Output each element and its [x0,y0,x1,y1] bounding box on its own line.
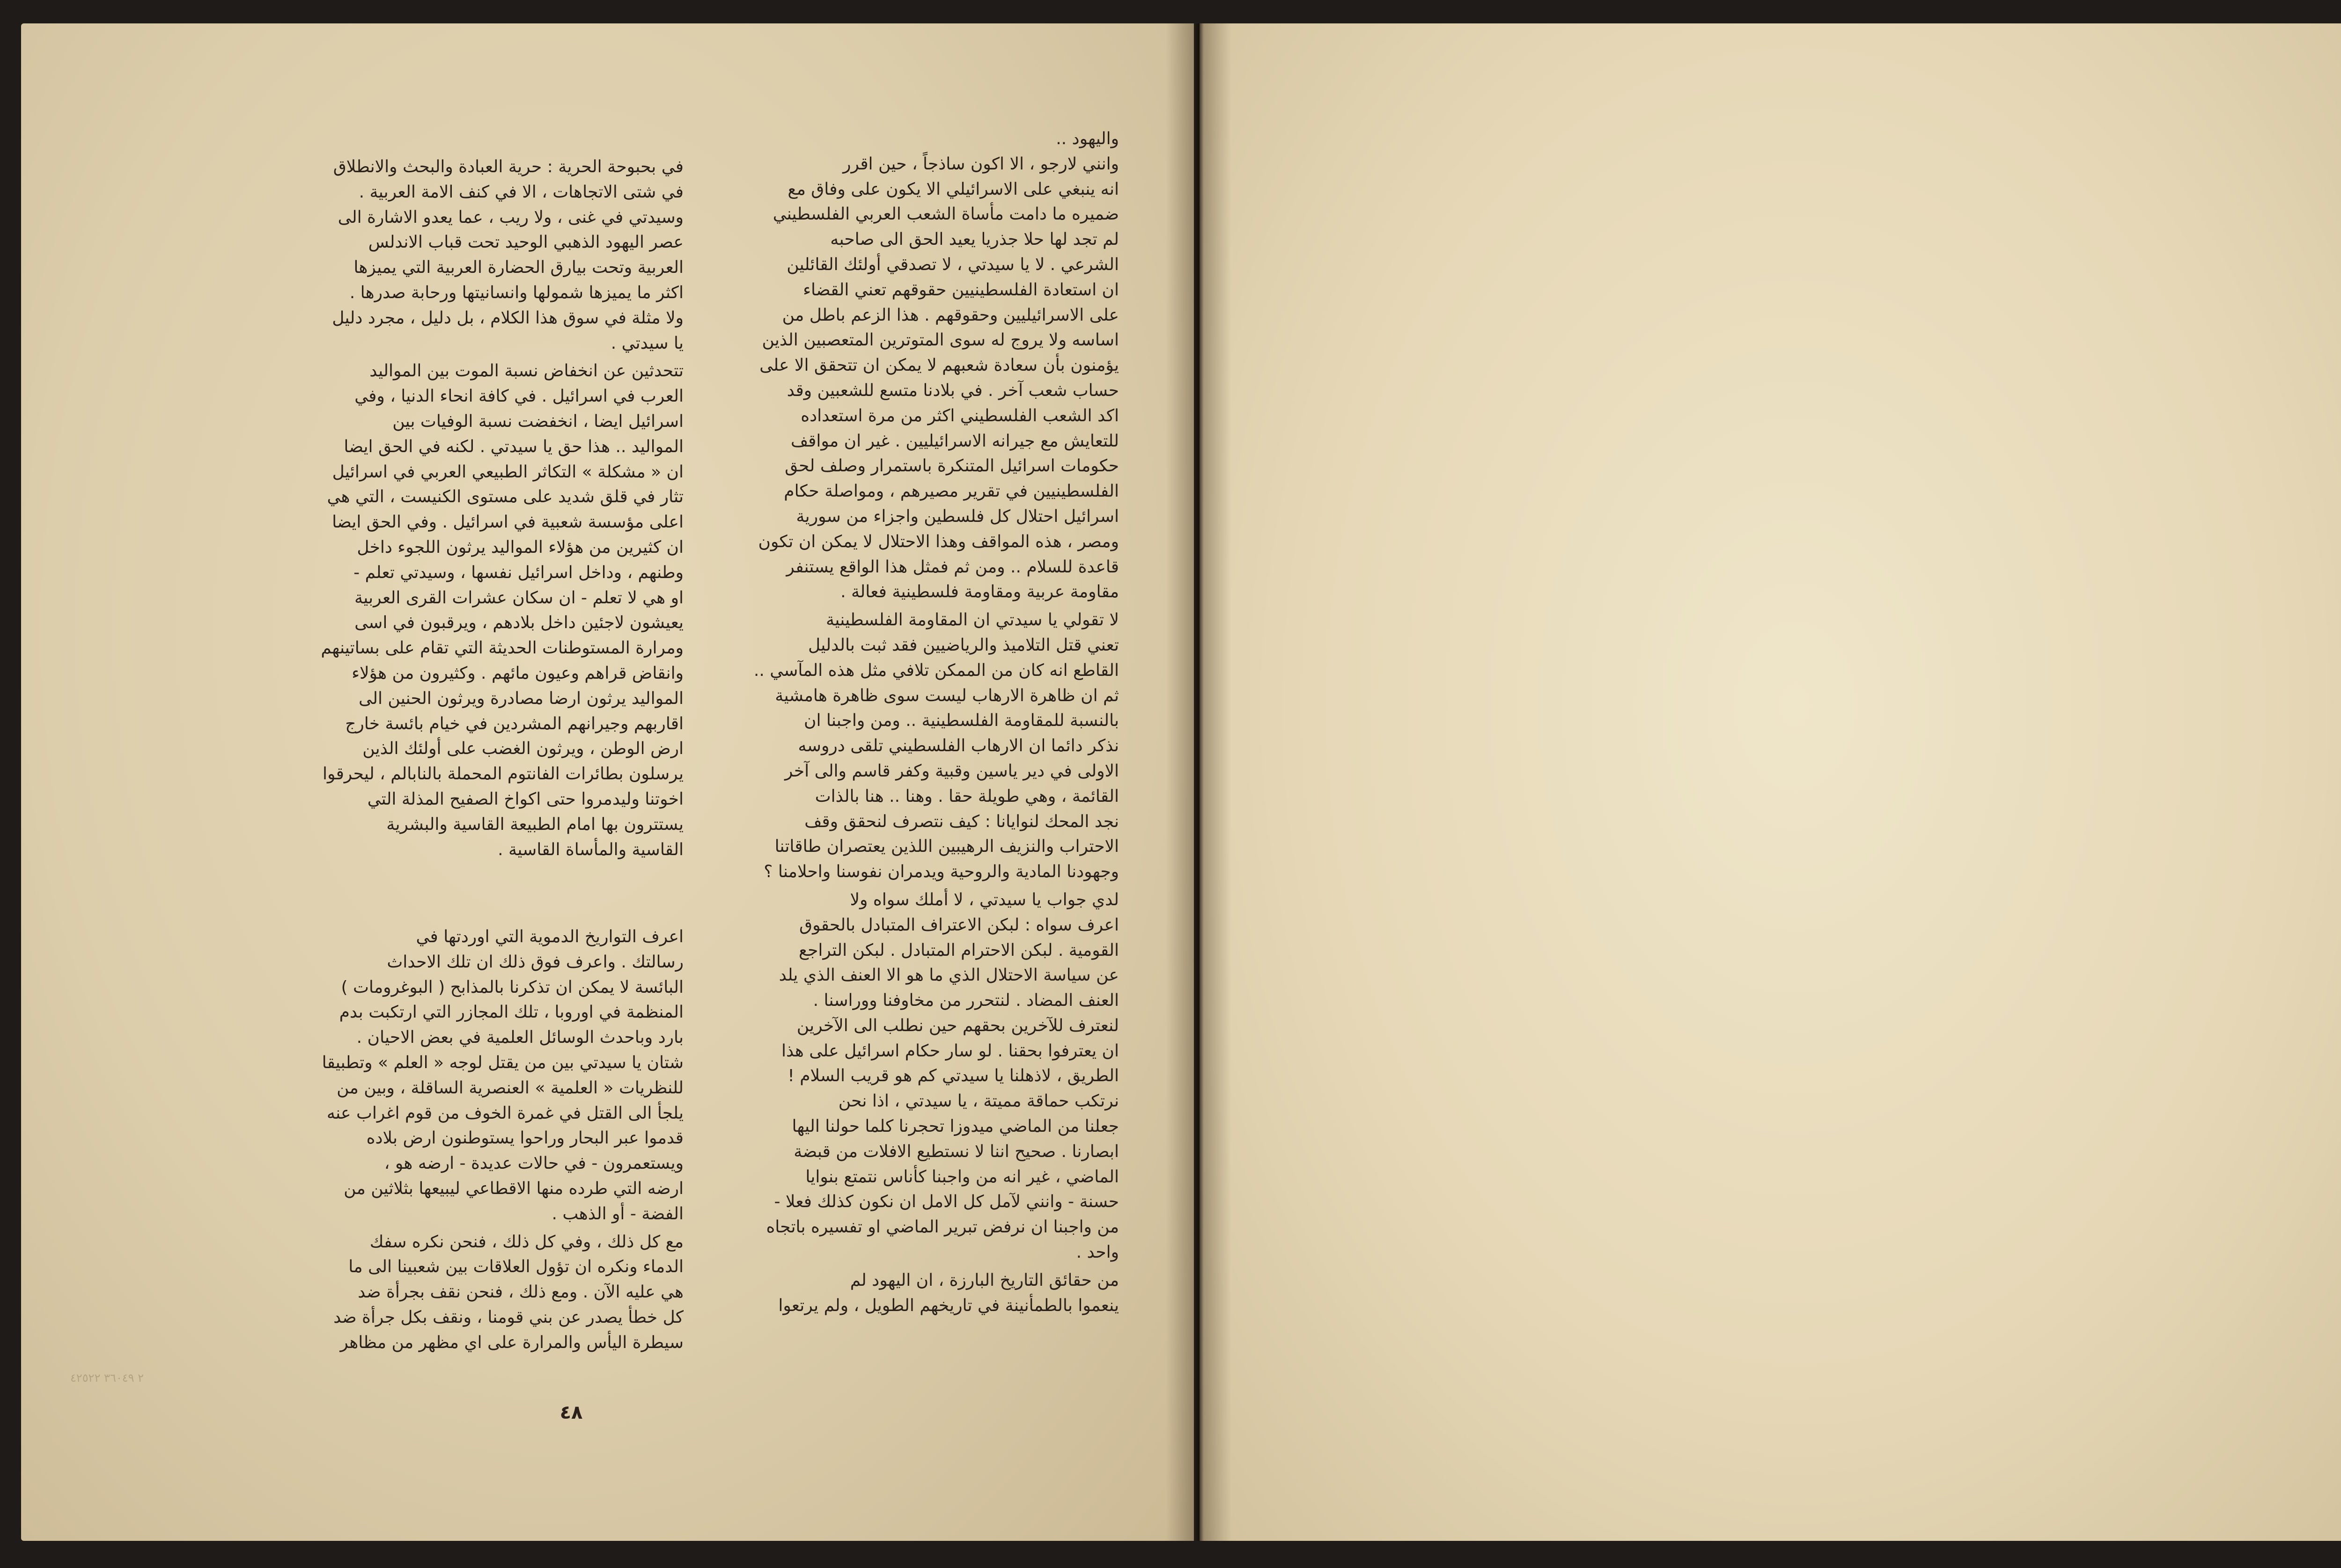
paragraph: في بحبوحة الحرية : حرية العبادة والبحث والانطلاق في شتى الاتجاهات ، الا في كنف الامة العربية . وسيدتي في غنى ، ولا ريب ، عما يعدو الاشارة الى عصر اليهود الذهبي الوحيد تحت قباب الاندلس العربية وتحت بيارق الحضارة العربية التي يميزها اكثر ما يميزها شمولها وانسانيتها ورحابة صدرها . ولا مثلة في سوق هذا الكلام ، بل دليل ، مجرد دليل يا سيدتي . [332,157,684,353]
paragraph: تتحدثين عن انخفاض نسبة الموت بين المواليد العرب في اسرائيل . في كافة انحاء الدنيا ، وفي اسرائيل ايضا ، انخفضت نسبة الوفيات بين المواليد .. هذا حق يا سيدتي . لكنه في الحق ايضا ان « مشكلة » التكاثر الطبيعي العربي في اسرائيل تثار في قلق شديد على مستوى الكنيست ، التي هي اعلى مؤسسة شعبية في اسرائيل . وفي الحق ايضا ان كثيرين من هؤلاء المواليد يرثون اللجوء داخل وطنهم ، وداخل اسرائيل نفسها ، وسيدتي تعلم - او هي لا تعلم - ان سكان عشرات القرى العربية يعيشون لاجئين داخل بلادهم ، ويرقبون في اسى ومرارة المستوطنات الحديثة التي تقام على بساتينهم وانقاض قراهم وعيون مائهم . وكثيرون من هؤلاء المواليد يرثون ارضا مصادرة ويرثون الحنين الى اقاربهم وجيرانهم المشردين في خيام بائسة خارج ارض الوطن ، ويرثون الغضب على أولئك الذين يرسلون بطائرات الفانتوم المحملة بالنابالم ، ليحرقوا اخوتنا وليدمروا حتى اكواخ الصفيح المذلة التي يستترون بها امام الطبيعة القاسية والبشرية القاسية والمأساة القاسية . [321,361,684,859]
paragraph: من حقائق التاريخ البارزة ، ان اليهود لم ينعموا بالطمأنينة في تاريخهم الطويل ، ولم يرتعوا [778,1270,1119,1315]
book-gutter [1166,23,1231,1541]
page-number: ٤٨ [559,1402,583,1423]
paragraph: اعرف التواريخ الدموية التي اوردتها في رسالتك . واعرف فوق ذلك ان تلك الاحداث البائسة لا يمكن ان تذكرنا بالمذابح ( البوغرومات ) المنظمة في اوروبا ، تلك المجازر التي ارتكبت بدم بارد وباحدث الوسائل العلمية في بعض الاحيان . شتان يا سيدتي بين من يقتل لوجه « العلم » وتطبيقا للنظريات « العلمية » العنصرية الساقلة ، وبين من يلجأ الى القتل في غمرة الخوف من قوم اغراب عنه قدموا عبر البحار وراحوا يستوطنون ارض بلاده ويستعمرون - في حالات عديدة - ارضه هو ، ارضه التي طرده منها الاقطاعي ليبيعها بثلاثين من الفضة - أو الذهب . [322,927,684,1224]
paragraph: لدي جواب يا سيدتي ، لا أملك سواه ولا اعرف سواه : لبكن الاعتراف المتبادل بالحقوق القومية . لبكن الاحترام المتبادل . لبكن التراجع عن سياسة الاحتلال الذي ما هو الا العنف الذي يلد العنف المضاد . لنتحرر من مخاوفنا ووراسنا . لنعترف للآخرين بحقهم حين نطلب الى الآخرين ان يعترفوا بحقنا . لو سار حكام اسرائيل على هذا الطريق ، لاذهلنا يا سيدتي كم هو قريب السلام ! نرتكب حماقة مميتة ، يا سيدتي ، اذا نحن جعلنا من الماضي ميدوزا تحجرنا كلما حولنا اليها ابصارنا . صحيح اننا لا نستطيع الافلات من قبضة الماضي ، غير انه من واجبنا كأناس نتمتع بنوايا حسنة - وانني لآمل كل الامل ان نكون كذلك فعلا - من واجبنا ان نرفض تبرير الماضي او تفسيره باتجاه واحد . [766,890,1119,1262]
paragraph: مع كل ذلك ، وفي كل ذلك ، فنحن نكره سفك الدماء ونكره ان تؤول العلاقات بين شعبينا الى ما هي عليه الآن . ومع ذلك ، فنحن نقف بجرأة ضد كل خطأ يصدر عن بني قومنا ، ونقف بكل جرأة ضد سيطرة اليأس والمرارة على اي مظهر من مظاهر [333,1232,684,1352]
faint-pencil-mark: ٢ ٣٦٠٤٩ ٤٢٥٢٢ [70,1371,144,1385]
paragraph: والیهود .. وانني لارجو ، الا اکون ساذجاً ، حين اقرر انه ينبغي على الاسرائيلي الا يكون على وفاق مع ضميره ما دامت مأساة الشعب العربي الفلسطيني لم تجد لها حلا جذريا يعيد الحق الى صاحبه الشرعي . لا يا سيدتي ، لا تصدقي أولئك القائلين ان استعادة الفلسطينيين حقوقهم تعني القضاء على الاسرائيليين وحقوقهم . هذا الزعم باطل من اساسه ولا يروج له سوى المتوترين المتعصبين الذين يؤمنون بأن سعادة شعبهم لا يمكن ان تتحقق الا على حساب شعب آخر . في بلادنا متسع للشعبين وقد اكد الشعب الفلسطيني اكثر من مرة استعداده للتعايش مع جيرانه الاسرائيليين . غير ان مواقف حكومات اسرائيل المتنكرة باستمرار وصلف لحق الفلسطينيين في تقرير مصيرهم ، ومواصلة حكام اسرائيل احتلال كل فلسطين واجزاء من سورية ومصر ، هذه المواقف وهذا الاحتلال لا يمكن ان تكون قاعدة للسلام .. ومن ثم فمثل هذا الواقع يستنفر مقاومة عربية ومقاومة فلسطينية فعالة . [758,129,1119,602]
text-column-left-top [173,154,684,862]
paragraph: لا تقولي يا سيدتي ان المقاومة الفلسطينية تعني قتل التلاميذ والرياضيين فقد ثبت بالدليل القاطع انه كان من الممكن تلافي مثل هذه المآسي .. ثم ان ظاهرة الارهاب ليست سوى ظاهرة هامشية بالنسبة للمقاومة الفلسطينية .. ومن واجبنا ان نذكر دائما ان الارهاب الفلسطيني تلقى دروسه الاولى في دير ياسين وقبية وكفر قاسم والى آخر القائمة ، وهي طويلة حقا . وهنا .. هنا بالذات نجد المحك لنوايانا : كيف نتصرف لنحقق وقف الاحتراب والنزيف الرهيبين اللذين يعتصران طاقاتنا وجهودنا المادية والروحية ويدمران نفوسنا واحلامنا ؟ [753,610,1119,882]
right-text-page [1200,23,2341,1541]
text-column-left-bottom [173,924,684,1356]
